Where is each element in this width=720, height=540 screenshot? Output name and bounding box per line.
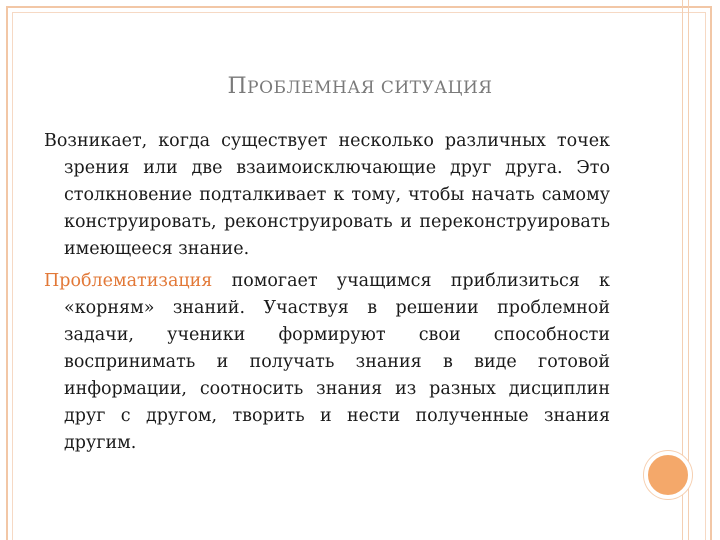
title-first-letter: П — [227, 74, 248, 99]
paragraph-2 — [44, 268, 610, 457]
slide-body — [44, 128, 610, 462]
paragraph-2-text: помогает учащимся приблизиться к «корням» знаний. Участвуя в решении проблемной задачи, ученики формируют свои способности воспринимать и получать знания в виде готовой информации, соотносить знания из разных дисциплин друг с другом, творить и нести полученные знания другим. — [64, 271, 610, 453]
paragraph-2-lead-term: Проблематизация — [44, 271, 213, 291]
title-rest: РОБЛЕМНАЯ СИТУАЦИЯ — [247, 78, 493, 98]
slide-title — [0, 74, 720, 99]
paragraph-1 — [44, 128, 610, 263]
decorative-circle — [644, 451, 692, 499]
paragraph-1-text: Возникает, когда существует несколько различных точек зрения или две взаимоисключающие друг друга. Это столкновение подталкивает к тому, чтобы начать самому конструировать, реконструировать и переконструировать имеющееся знание. — [44, 131, 610, 259]
